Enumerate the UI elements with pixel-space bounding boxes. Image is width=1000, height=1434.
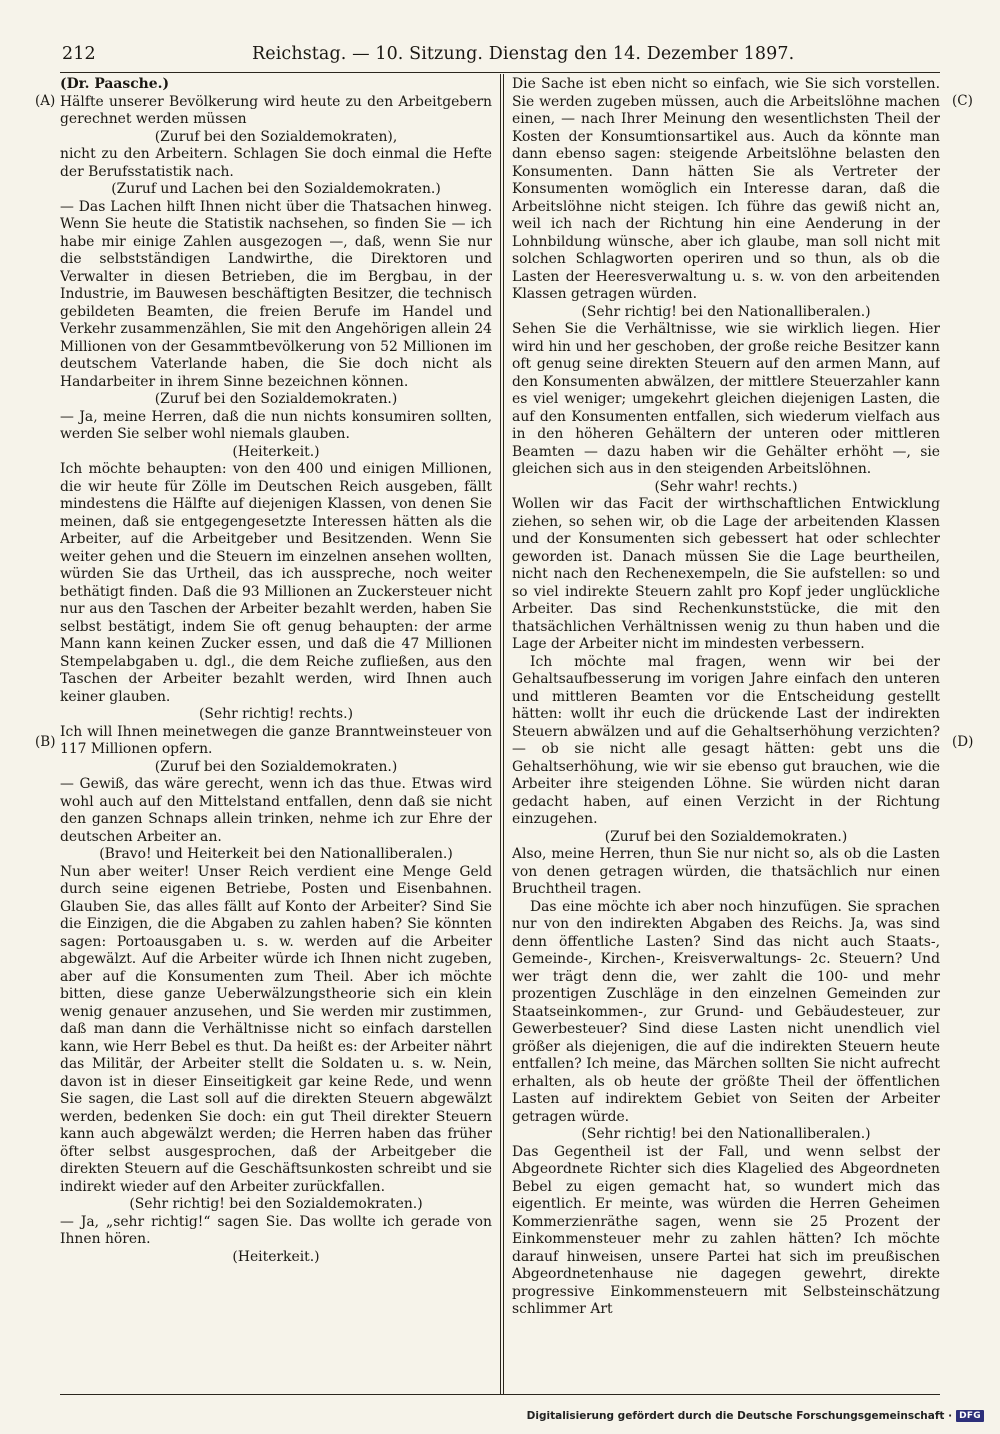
interjection: (Zuruf bei den Sozialdemokraten.)	[604, 828, 848, 845]
footer-rule	[60, 1394, 940, 1395]
paragraph: Hälfte unserer Bevölkerung wird heute zu den Arbeitgebern gerechnet werden müssen	[60, 93, 492, 127]
margin-marker-a: (A)	[35, 93, 56, 109]
paragraph: Ich will Ihnen meinetwegen die ganze Branntweinsteuer von 117 Millionen opfern.	[60, 723, 492, 757]
paragraph: Ich möchte behaupten: von den 400 und einigen Millionen, die wir heute für Zölle im Deutschen Reich ausgeben, fällt mindestens die Hälfte auf diejenigen Klassen, von denen Sie meinen, daß sie entgegengesetzte Interessen hätten als die Arbeiter, auf die Arbeitgeber und Besitzenden. Wenn Sie weiter gehen und die Steuern im einzelnen ansehen wollten, würden Sie das Urtheil, das ich ausspreche, noch weiter bethätigt finden. Daß die 93 Millionen an Zuckersteuer nicht nur aus den Taschen der Arbeiter bezahlt werden, haben Sie selbst bestätigt, indem Sie oft genug behaupten: der arme Mann kann keinen Zucker essen, und daß die 47 Millionen Stempelabgaben u. dgl., die dem Reiche zufließen, aus den Taschen der Arbeiter bezahlt werden, wird Ihnen auch keiner glauben.	[60, 461, 492, 705]
interjection: (Zuruf bei den Sozialdemokraten),	[154, 128, 398, 145]
paragraph: nicht zu den Arbeitern. Schlagen Sie doch einmal die Hefte der Berufsstatistik nach.	[60, 146, 492, 180]
interjection: (Heiterkeit.)	[232, 1248, 320, 1265]
dfg-logo: DFG	[956, 1410, 984, 1422]
interjection: (Sehr richtig! bei den Nationalliberalen.)	[581, 1126, 871, 1142]
paragraph: Sehen Sie die Verhältnisse, wie sie wirklich liegen. Hier wird hin und her geschoben, der große reiche Besitzer kann oft genug seine direkten Steuern auf den armen Mann, auf den Konsumenten abwälzen, der mittlere Steuerzahler kann es viel weniger; umgekehrt gleichen diejenigen Lasten, die auf den Konsumenten entfallen, sich wiederum vielfach aus in den höheren Gehältern der unteren oder mittleren Beamten — dazu haben wir die Gehälter erhöht —, sie gleichen sich aus in den steigenden Arbeitslöhnen.	[512, 321, 940, 477]
header-rule	[60, 72, 940, 73]
interjection: (Sehr richtig! bei den Sozialdemokraten.)	[129, 1196, 423, 1212]
interjection: (Bravo! und Heiterkeit bei den Nationalliberalen.)	[99, 846, 453, 862]
paragraph: — Das Lachen hilft Ihnen nicht über die Thatsachen hinweg. Wenn Sie heute die Statistik nachsehen, so finden Sie — ich habe mir einige Zahlen ausgezogen —, daß, wenn Sie nur die selbstständigen Landwirthe, die Direktoren und Verwalter in diesen Betrieben, die im Bergbau, in der Industrie, im Bauwesen beschäftigten Besitzer, die technisch gebildeten Beamten, die freien Berufe im Handel und Verkehr zusammenzählen, Sie mit den Angehörigen allein 24 Millionen von der Gesammtbevölkerung von 52 Millionen im deutschem Vaterlande haben, die Sie doch nicht als Handarbeiter in ihrem Sinne bezeichnen können.	[60, 198, 492, 390]
page-number: 212	[62, 44, 96, 64]
page-header	[62, 44, 942, 70]
digitization-credit	[527, 1410, 984, 1422]
paragraph: — Gewiß, das wäre gerecht, wenn ich das thue. Etwas wird wohl auch auf den Mittelstand entfallen, denn daß sie nicht den ganzen Schnaps allein trinken, nehme ich zur Ehre der deutschen Arbeiter an.	[60, 776, 492, 845]
paragraph: — Ja, meine Herren, daß die nun nichts konsumiren sollten, werden Sie selber wohl niemals glauben.	[60, 408, 492, 442]
paragraph: — Ja, „sehr richtig!“ sagen Sie. Das wollte ich gerade von Ihnen hören.	[60, 1213, 492, 1247]
interjection: (Sehr wahr! rechts.)	[654, 478, 798, 495]
margin-marker-d: (D)	[952, 734, 974, 750]
paragraph: Nun aber weiter! Unser Reich verdient eine Menge Geld durch seine eigenen Betriebe, Posten und Eisenbahnen. Glauben Sie, das alles fällt auf Konto der Arbeiter? Sind Sie die Einzigen, die die Abgaben zu zahlen haben? Sie könnten sagen: Portoausgaben u. s. w. werden auf die Arbeiter abgewälzt. Auf die Arbeiter würde ich Ihnen nicht zugeben, aber auf die Konsumenten zum Theil. Aber ich möchte bitten, diese ganze Ueberwälzungstheorie sich ein klein wenig genauer anzusehen, und Sie werden mir zustimmen, daß man dann die Verhältnisse nicht so einfach darstellen kann, wie Herr Bebel es thut. Da heißt es: der Arbeiter nährt das Militär, der Arbeiter stellt die Soldaten u. s. w. Nein, davon ist in dieser Einseitigkeit gar keine Rede, und wenn Sie sagen, die Last soll auf die direkten Steuern abgewälzt werden, bedenken Sie doch: ein gut Theil direkter Steuern kann auch abgewälzt werden; die Herren haben das früher öfter selbst ausgesprochen, daß der Arbeitgeber die direkten Steuern auf die Geschäftsunkosten schreibt und sie indirekt wieder auf den Arbeiter zurückfallen.	[60, 863, 492, 1195]
interjection: (Zuruf und Lachen bei den Sozialdemokraten.)	[111, 181, 441, 197]
interjection: (Zuruf bei den Sozialdemokraten.)	[154, 391, 398, 407]
margin-marker-b: (B)	[35, 734, 56, 750]
left-column	[60, 76, 492, 1392]
paragraph: Also, meine Herren, thun Sie nur nicht so, als ob die Lasten von denen getragen würden, die thatsächlich nur einen Bruchtheil tragen.	[512, 846, 940, 897]
right-column	[512, 76, 940, 1392]
margin-marker-c: (C)	[952, 93, 973, 109]
column-divider	[500, 74, 504, 1394]
paragraph: Wollen wir das Facit der wirthschaftlichen Entwicklung ziehen, so sehen wir, ob die Lage der arbeitenden Klassen und der Konsumenten sich gebessert hat oder schlechter geworden ist. Danach müssen Sie die Lage beurtheilen, nicht nach den Rechenexempeln, die Sie aufstellen: so und so viel indirekte Steuern zahlt pro Kopf jeder unglückliche Arbeiter. Das sind Rechenkunststücke, die mit den thatsächlichen Verhältnissen wenig zu thun haben und die Lage der Arbeiter nicht im mindesten verbessern.	[512, 496, 940, 652]
paragraph: Ich möchte mal fragen, wenn wir bei der Gehaltsaufbesserung im vorigen Jahre einfach den unteren und mittleren Beamten vor die Entscheidung gestellt hätten: wollt ihr euch die drückende Last der indirekten Steuern abwälzen und auf die Gehaltserhöhung verzichten? — ob sie nicht alle gesagt hätten: gebt uns die Gehaltserhöhung, wie wir sie ebenso gut brauchen, wie die Arbeiter ihre steigenden Löhne. Sie würden nicht daran gedacht haben, auf einen Verzicht in der Richtung einzugehen.	[512, 653, 940, 827]
interjection: (Sehr richtig! bei den Nationalliberalen.)	[581, 303, 871, 320]
paragraph: Die Sache ist eben nicht so einfach, wie Sie sich vorstellen. Sie werden zugeben müssen, auch die Arbeitslöhne machen einen, — nach Ihrer Meinung den wesentlichsten Theil der Kosten der Konsumtionsartikel aus. Auch da könnte man dann ebenso sagen: steigende Arbeitslöhne belasten den Konsumenten. Dann hätten Sie als Vertreter der Konsumenten womöglich ein Interesse daran, daß die Arbeitslöhne nicht steigen. Ich führe das gewiß nicht an, weil ich nach der Richtung hin eine Aenderung in der Lohnbildung wünsche, aber ich glaube, man soll nicht mit solchen Schlagworten operiren und so thun, als ob die Lasten der Heeresverwaltung u. s. w. von den arbeitenden Klassen getragen würden.	[512, 76, 940, 302]
paragraph: Das eine möchte ich aber noch hinzufügen. Sie sprachen nur von den indirekten Abgaben des Reichs. Ja, was sind denn öffentliche Lasten? Sind das nicht auch Staats-, Gemeinde-, Kirchen-, Kreisverwaltungs- 2c. Steuern? Und wer trägt denn die, wer zahlt die 100- und mehr prozentigen Zuschläge in den einzelnen Gemeinden zur Staatseinkommen-, zur Grund- und Gebäudesteuer, zur Gewerbesteuer? Sind diese Lasten nicht unendlich viel größer als diejenigen, die auf die indirekten Steuern heute entfallen? Ich meine, das Märchen sollten Sie nicht aufrecht erhalten, als ob heute der größte Theil der öffentlichen Lasten auf indirektem Gebiet von Seiten der Arbeiter getragen würde.	[512, 898, 940, 1125]
credit-text: Digitalisierung gefördert durch die Deutsche Forschungsgemeinschaft ·	[526, 1410, 953, 1422]
running-head: Reichstag. — 10. Sitzung. Dienstag den 14. Dezember 1897.	[252, 44, 795, 64]
interjection: (Sehr richtig! rechts.)	[198, 706, 353, 722]
paragraph: Das Gegentheil ist der Fall, und wenn selbst der Abgeordnete Richter sich dies Klagelied des Abgeordneten Bebel zu eigen gemacht hat, so wundert mich das eigentlich. Er meinte, was würden die Herren Geheimen Kommerzienräthe sagen, wenn sie 25 Prozent der Einkommensteuer mehr zu zahlen hätten? Ich möchte darauf hinweisen, unsere Partei hat sich im preußischen Abgeordnetenhause nie dagegen gewehrt, direkte progressive Einkommensteuern mit Selbsteinschätzung schlimmer Art	[512, 1143, 940, 1317]
interjection: (Zuruf bei den Sozialdemokraten.)	[154, 758, 398, 775]
interjection: (Heiterkeit.)	[232, 443, 320, 460]
speaker-label: (Dr. Paasche.)	[60, 76, 170, 92]
